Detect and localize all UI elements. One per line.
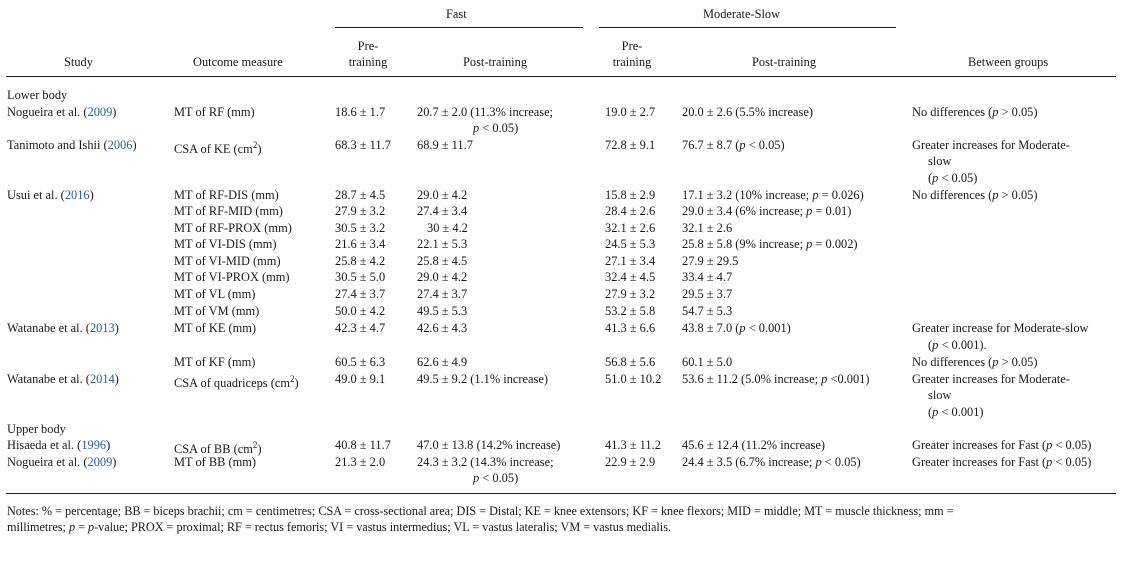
fast-post-cell-cont: p < 0.05): [473, 471, 519, 485]
mod-pre-cell: 41.3 ± 11.2: [605, 438, 661, 452]
header-study: Study: [64, 55, 93, 69]
fast-pre-cell: 18.6 ± 1.7: [335, 105, 386, 119]
header-moderate: Moderate-Slow: [703, 7, 781, 21]
fast-post-cell: 42.6 ± 4.3: [417, 321, 468, 335]
outcome-cell: MT of VI-PROX (mm): [174, 270, 290, 284]
table-notes-line-2: millimetres; p = p-value; PROX = proximal; RF = rectus femoris; VI = vastus intermedius; VL = vastus lateralis; VM = vastus medialis.: [7, 520, 671, 534]
mod-post-cell: 53.6 ± 11.2 (5.0% increase; p <0.001): [682, 372, 870, 386]
outcome-cell: MT of RF (mm): [174, 105, 255, 119]
between-cell: Greater increases for Fast (p < 0.05): [912, 455, 1092, 469]
fast-pre-cell: 21.3 ± 2.0: [335, 455, 386, 469]
fast-pre-cell: 25.8 ± 4.2: [335, 254, 386, 268]
fast-pre-cell: 28.7 ± 4.5: [335, 188, 386, 202]
study-tanimoto-ishii-2006: Tanimoto and Ishii (2006): [7, 138, 137, 152]
outcome-cell: MT of KE (mm): [174, 321, 257, 335]
fast-pre-cell: 42.3 ± 4.7: [335, 321, 386, 335]
between-cell-cont: (p < 0.001): [928, 405, 984, 419]
header-fast-post: Post-training: [463, 55, 528, 69]
header-bottom-rule: [6, 76, 1116, 77]
mod-pre-cell: 24.5 ± 5.3: [605, 237, 656, 251]
mod-pre-cell: 22.9 ± 2.9: [605, 455, 656, 469]
fast-pre-cell: 68.3 ± 11.7: [335, 138, 391, 152]
fast-pre-cell: 27.9 ± 3.2: [335, 204, 386, 218]
between-cell: Greater increases for Moderate-: [912, 372, 1070, 386]
mod-post-cell: 25.8 ± 5.8 (9% increase; p = 0.002): [682, 237, 858, 251]
outcome-cell: MT of RF-DIS (mm): [174, 188, 279, 202]
between-cell: Greater increase for Moderate-slow: [912, 321, 1089, 335]
fast-post-cell: 30 ± 4.2: [427, 221, 468, 235]
mod-pre-cell: 28.4 ± 2.6: [605, 204, 656, 218]
fast-post-cell: 29.0 ± 4.2: [417, 188, 468, 202]
mod-post-cell: 43.8 ± 7.0 (p < 0.001): [682, 321, 791, 335]
fast-post-cell: 49.5 ± 9.2 (1.1% increase): [417, 372, 549, 386]
mod-pre-cell: 72.8 ± 9.1: [605, 138, 656, 152]
mod-post-cell: 29.5 ± 3.7: [682, 287, 733, 301]
mod-post-cell: 17.1 ± 3.2 (10% increase; p = 0.026): [682, 188, 864, 202]
mod-pre-cell: 53.2 ± 5.8: [605, 304, 656, 318]
mod-pre-cell: 51.0 ± 10.2: [605, 372, 662, 386]
between-cell: Greater increases for Moderate-: [912, 138, 1070, 152]
table-bottom-rule: [6, 493, 1116, 494]
header-outcome: Outcome measure: [193, 55, 283, 69]
mod-pre-cell: 27.9 ± 3.2: [605, 287, 656, 301]
mod-pre-cell: 41.3 ± 6.6: [605, 321, 656, 335]
mod-pre-cell: 32.4 ± 4.5: [605, 270, 656, 284]
fast-pre-cell: 49.0 ± 9.1: [335, 372, 386, 386]
mod-post-cell: 45.6 ± 12.4 (11.2% increase): [682, 438, 825, 452]
table-notes-line-1: Notes: % = percentage; BB = biceps brachii; cm = centimetres; CSA = cross-sectional area; DIS = Distal; KE = knee extensors; KF = knee flexors; MID = middle; MT = muscle thickness; mm =: [7, 504, 954, 518]
study-watanabe-2013: Watanabe et al. (2013): [7, 321, 119, 335]
outcome-cell: CSA of BB $(cm^2)$: [174, 440, 262, 457]
fast-pre-cell: 30.5 ± 3.2: [335, 221, 386, 235]
between-cell-cont: slow: [928, 388, 952, 402]
header-fast-pre-1: Pre-: [357, 39, 379, 53]
mod-pre-cell: 56.8 ± 5.6: [605, 355, 656, 369]
mod-pre-cell: 32.1 ± 2.6: [605, 221, 656, 235]
header-fast: Fast: [446, 7, 467, 21]
outcome-cell: MT of VI-MID (mm): [174, 254, 281, 268]
header-mod-pre-2: training: [612, 55, 652, 69]
header-between: Between groups: [968, 55, 1049, 69]
mod-post-cell: 60.1 ± 5.0: [682, 355, 733, 369]
fast-post-cell: 24.3 ± 3.2 (14.3% increase;: [417, 455, 554, 469]
fast-pre-cell: 60.5 ± 6.3: [335, 355, 386, 369]
between-cell-cont: (p < 0.001).: [928, 338, 987, 352]
study-nogueira-2009-upper: Nogueira et al. (2009): [7, 455, 117, 469]
fast-post-cell: 20.7 ± 2.0 (11.3% increase;: [417, 105, 554, 119]
study-nogueira-2009-lower: Nogueira et al. (2009): [7, 105, 117, 119]
mod-pre-cell: 27.1 ± 3.4: [605, 254, 656, 268]
outcome-cell: MT of KF (mm): [174, 355, 256, 369]
fast-pre-cell: 21.6 ± 3.4: [335, 237, 386, 251]
mod-post-cell: 33.4 ± 4.7: [682, 270, 733, 284]
section-upper-body: Upper body: [7, 422, 66, 436]
mod-post-cell: 54.7 ± 5.3: [682, 304, 733, 318]
fast-pre-cell: 30.5 ± 5.0: [335, 270, 386, 284]
study-usui-2016: Usui et al. (2016): [7, 188, 94, 202]
outcome-cell: MT of VI-DIS (mm): [174, 237, 277, 251]
fast-pre-cell: 27.4 ± 3.7: [335, 287, 386, 301]
between-cell-cont: (p < 0.05): [928, 171, 978, 185]
outcome-cell: MT of VM (mm): [174, 304, 260, 318]
fast-pre-cell: 50.0 ± 4.2: [335, 304, 386, 318]
fast-post-cell: 22.1 ± 5.3: [417, 237, 468, 251]
mod-post-cell: 27.9 ± 29.5: [682, 254, 739, 268]
study-hisaeda-1996: Hisaeda et al. (1996): [7, 438, 111, 452]
mod-post-cell: 20.0 ± 2.6 (5.5% increase): [682, 105, 814, 119]
between-cell-cont: slow: [928, 154, 952, 168]
mod-post-cell: 29.0 ± 3.4 (6% increase; p = 0.01): [682, 204, 852, 218]
fast-post-cell: 27.4 ± 3.7: [417, 287, 468, 301]
fast-post-cell: 25.8 ± 4.5: [417, 254, 468, 268]
between-cell: No differences (p > 0.05): [912, 188, 1038, 202]
between-cell: Greater increases for Fast (p < 0.05): [912, 438, 1092, 452]
outcome-cell: CSA of quadriceps $(cm^2)$: [174, 374, 299, 391]
section-lower-body: Lower body: [7, 88, 68, 102]
header-fast-rule: [335, 27, 583, 28]
fast-post-cell-cont: p < 0.05): [473, 121, 519, 135]
outcome-cell: MT of RF-MID (mm): [174, 204, 283, 218]
between-cell: No differences (p > 0.05): [912, 105, 1038, 119]
header-fast-pre-2: training: [348, 55, 388, 69]
mod-pre-cell: 15.8 ± 2.9: [605, 188, 656, 202]
fast-post-cell: 62.6 ± 4.9: [417, 355, 468, 369]
header-moderate-rule: [599, 27, 896, 28]
between-cell: No differences (p > 0.05): [912, 355, 1038, 369]
outcome-cell: MT of BB (mm): [174, 455, 257, 469]
outcome-cell: CSA of KE $(cm^2)$: [174, 140, 262, 157]
fast-post-cell: 68.9 ± 11.7: [417, 138, 473, 152]
mod-pre-cell: 19.0 ± 2.7: [605, 105, 656, 119]
mod-post-cell: 76.7 ± 8.7 (p < 0.05): [682, 138, 785, 152]
header-mod-post: Post-training: [752, 55, 817, 69]
study-watanabe-2014: Watanabe et al. (2014): [7, 372, 119, 386]
mod-post-cell: 32.1 ± 2.6: [682, 221, 733, 235]
outcome-cell: MT of RF-PROX (mm): [174, 221, 292, 235]
fast-post-cell: 27.4 ± 3.4: [417, 204, 468, 218]
mod-post-cell: 24.4 ± 3.5 (6.7% increase; p < 0.05): [682, 455, 861, 469]
fast-pre-cell: 40.8 ± 11.7: [335, 438, 391, 452]
fast-post-cell: 47.0 ± 13.8 (14.2% increase): [417, 438, 561, 452]
fast-post-cell: 29.0 ± 4.2: [417, 270, 468, 284]
outcome-cell: MT of VL (mm): [174, 287, 256, 301]
header-mod-pre-1: Pre-: [621, 39, 643, 53]
fast-post-cell: 49.5 ± 5.3: [417, 304, 468, 318]
